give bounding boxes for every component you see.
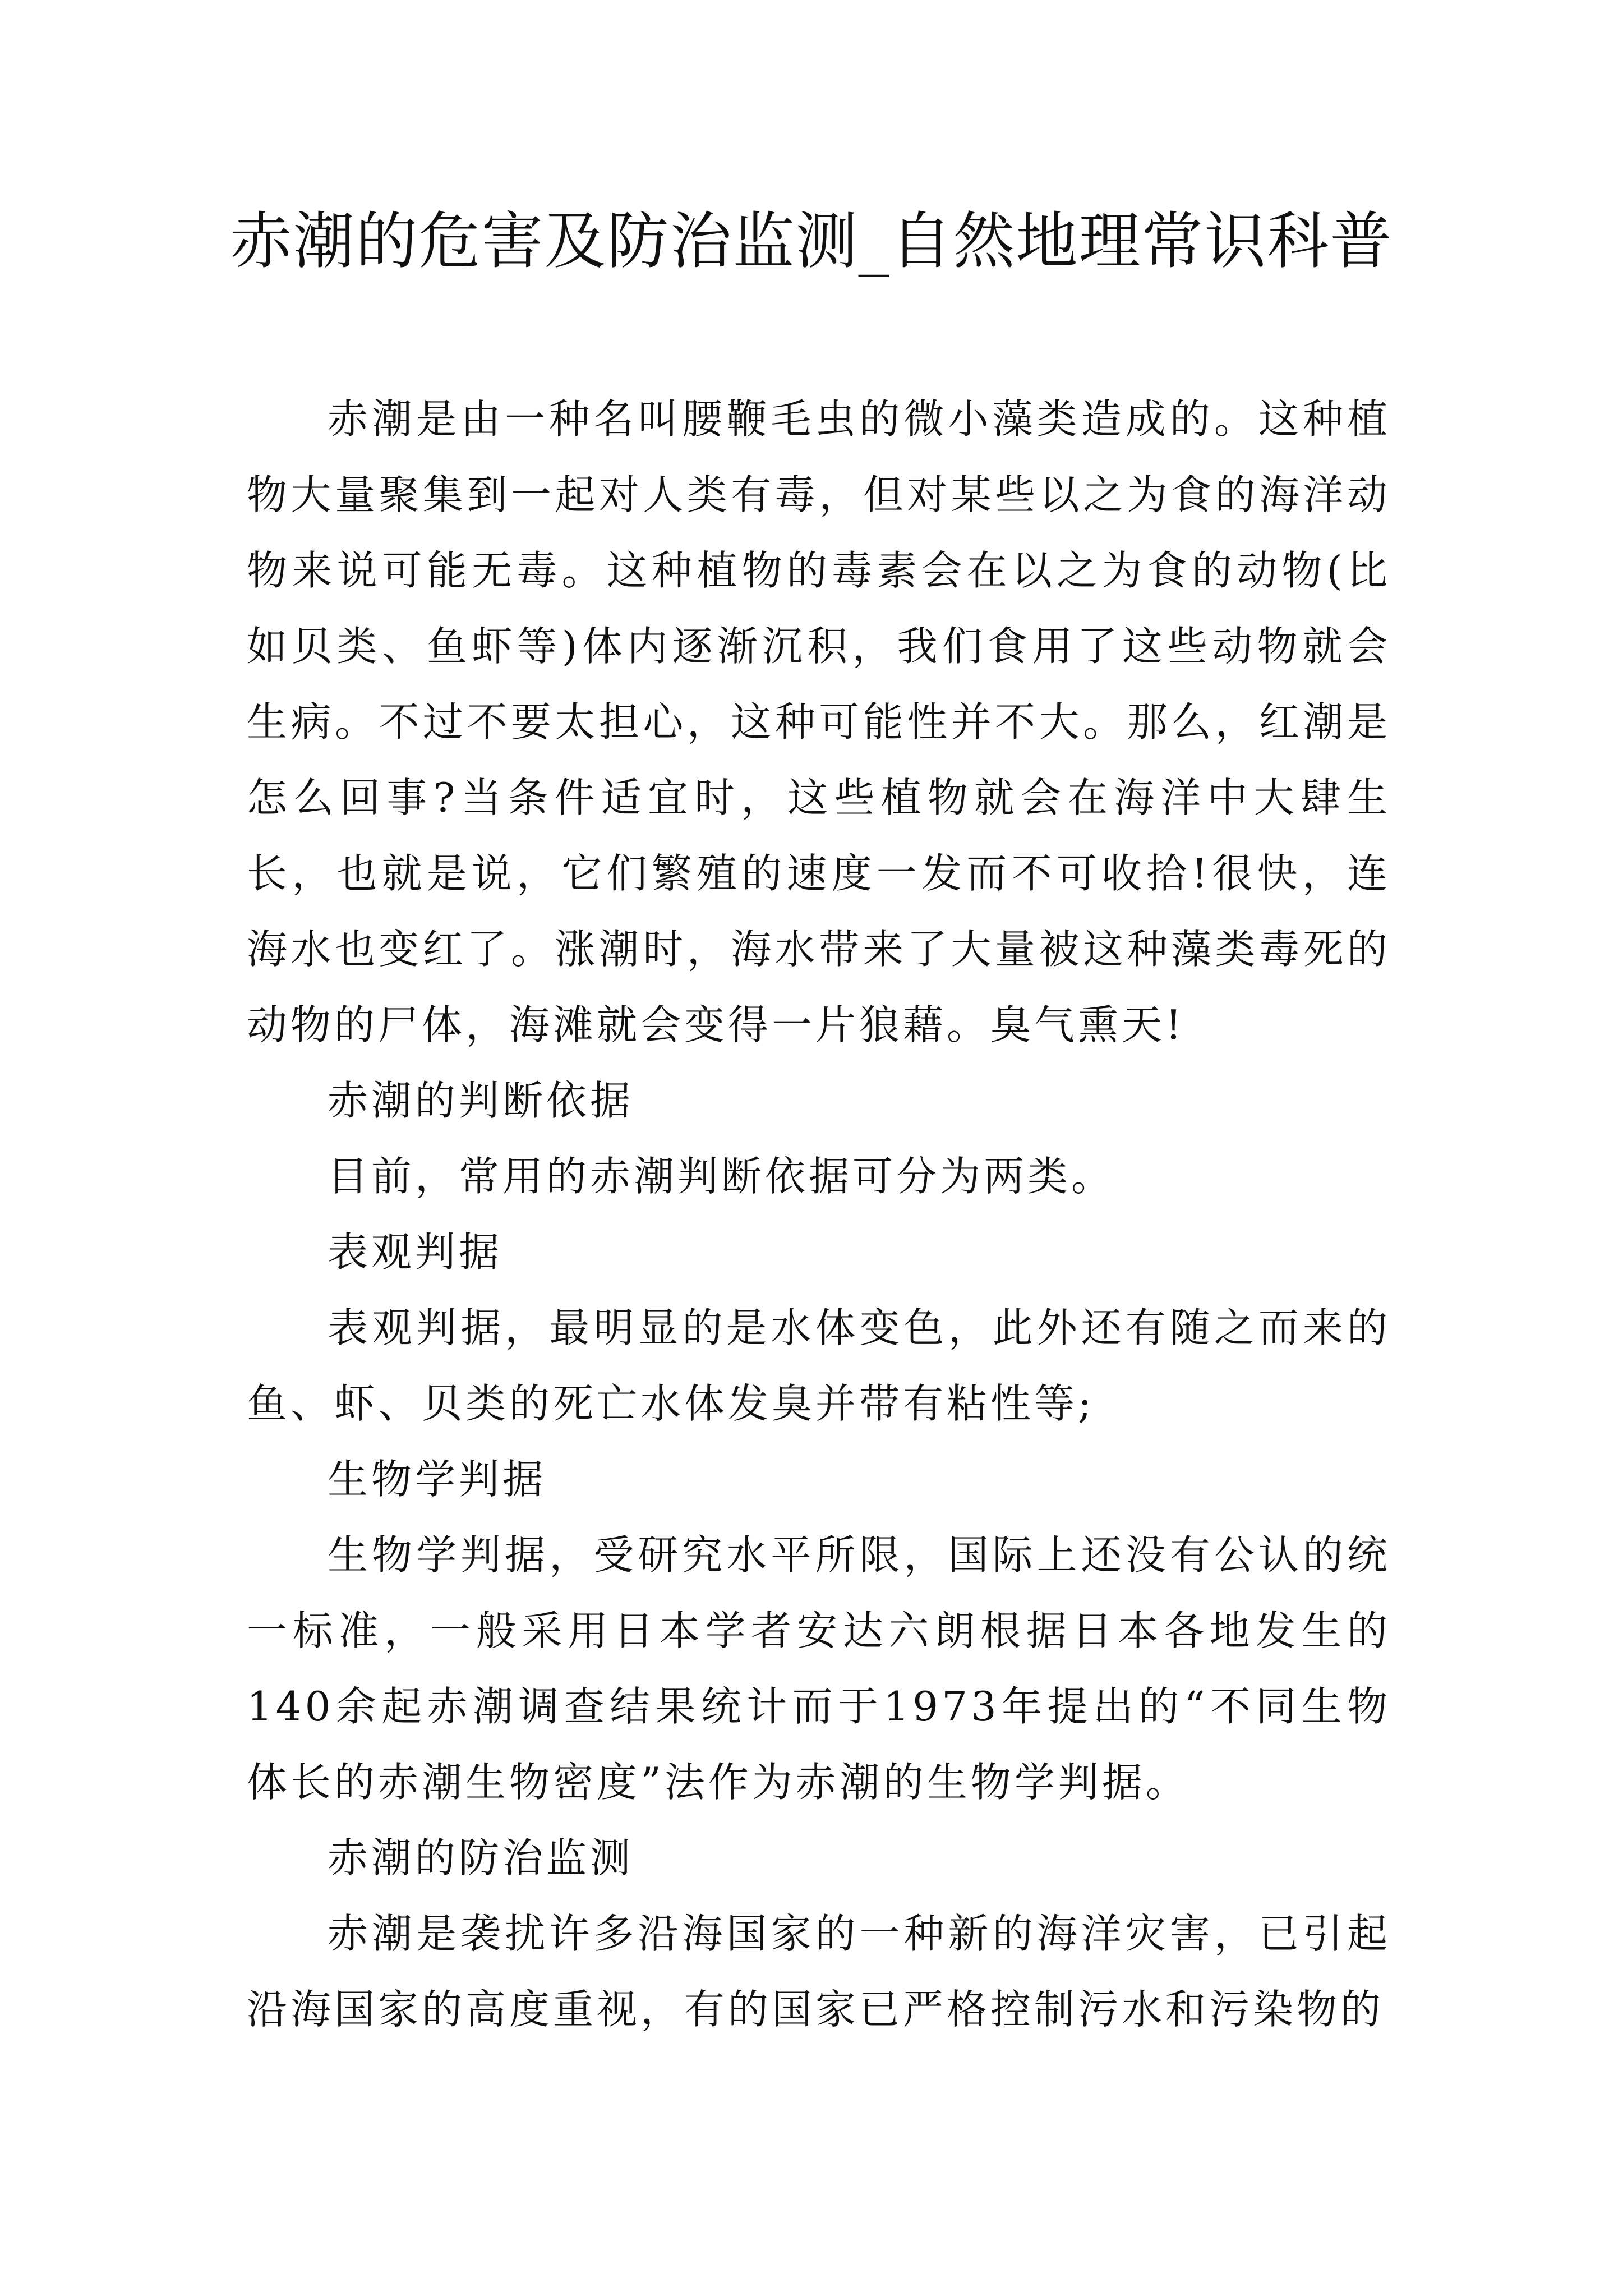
paragraph-apparent-criteria: 表观判据，最明显的是水体变色，此外还有随之而来的鱼、虾、贝类的死亡水体发臭并带有粘性等; [247, 1304, 1391, 1427]
paragraph-criteria-overview: 目前，常用的赤潮判断依据可分为两类。 [328, 1153, 1115, 1200]
section-heading-criteria: 赤潮的判断依据 [328, 1077, 634, 1124]
subheading-biological-criteria: 生物学判据 [328, 1456, 547, 1503]
paragraph-prevention: 赤潮是袭扰许多沿海国家的一种新的海洋灾害，已引起沿海国家的高度重视，有的国家已严格控制污水和污染物的 [247, 1910, 1391, 2033]
subheading-apparent-criteria: 表观判据 [328, 1228, 503, 1276]
paragraph-biological-criteria: 生物学判据，受研究水平所限，国际上还没有公认的统一标准，一般采用日本学者安达六朗根据日本各地发生的140余起赤潮调查结果统计而于1973年提出的“不同生物体长的赤潮生物密度”法作为赤潮的生物学判据。 [247, 1531, 1391, 1806]
document-title: 赤潮的危害及防治监测_自然地理常识科普 [230, 205, 1393, 277]
section-heading-prevention: 赤潮的防治监测 [328, 1834, 634, 1881]
document-body [247, 381, 1391, 2047]
paragraph-intro: 赤潮是由一种名叫腰鞭毛虫的微小藻类造成的。这种植物大量聚集到一起对人类有毒，但对某些以之为食的海洋动物来说可能无毒。这种植物的毒素会在以之为食的动物(比如贝类、鱼虾等)体内逐渐沉积，我们食用了这些动物就会生病。不过不要太担心，这种可能性并不大。那么，红潮是怎么回事?当条件适宜时，这些植物就会在海洋中大肆生长，也就是说，它们繁殖的速度一发而不可收拾!很快，连海水也变红了。涨潮时，海水带来了大量被这种藻类毒死的动物的尸体，海滩就会变得一片狼藉。臭气熏天! [247, 395, 1391, 1048]
